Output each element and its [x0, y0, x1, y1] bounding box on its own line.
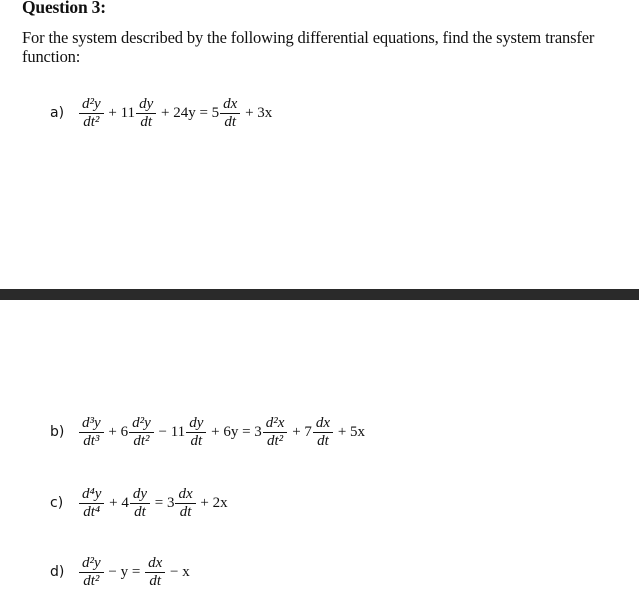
fraction-numerator: dx [220, 96, 240, 114]
derivative-fraction [136, 96, 156, 131]
equation-label: b) [50, 424, 65, 440]
equation-label: d) [50, 564, 65, 580]
equation-term: − y = [104, 563, 145, 580]
fraction-denominator: dt [179, 503, 192, 520]
derivative-fraction [313, 415, 333, 450]
equation-term: + 4 [105, 494, 129, 511]
fraction-denominator: dt³ [83, 432, 100, 449]
fraction-denominator: dt² [133, 432, 150, 449]
fraction-denominator: dt² [83, 572, 100, 589]
fraction-denominator: dt [140, 113, 152, 130]
derivative-fraction [79, 486, 104, 521]
equation-term: + 3x [241, 104, 273, 121]
derivative-fraction [79, 96, 104, 131]
equation-d [50, 550, 190, 594]
equation-expression [78, 555, 190, 590]
fraction-numerator: d²y [79, 96, 104, 114]
equation-label: a) [50, 105, 65, 121]
equation-expression [78, 486, 228, 521]
derivative-fraction [79, 415, 104, 450]
fraction-numerator: d²y [129, 415, 154, 433]
derivative-fraction [186, 415, 206, 450]
fraction-numerator: dx [145, 555, 165, 573]
equation-c [50, 481, 228, 525]
derivative-fraction [79, 555, 104, 590]
equation-term: + 7 [288, 423, 312, 440]
fraction-denominator: dt [190, 432, 203, 449]
fraction-numerator: dx [175, 486, 195, 504]
question-intro: For the system described by the following differential equations, find the system transfer function: [22, 28, 595, 66]
question-heading: Question 3: [22, 0, 106, 17]
derivative-fraction [145, 555, 165, 590]
fraction-denominator: dt² [267, 432, 284, 449]
derivative-fraction [263, 415, 288, 450]
derivative-fraction [220, 96, 240, 131]
equation-term: + 2x [196, 494, 228, 511]
equation-term: + 24y = 5 [157, 104, 220, 121]
equation-term: + 6y = 3 [207, 423, 262, 440]
equation-expression [78, 96, 272, 131]
equation-term: = 3 [151, 494, 175, 511]
derivative-fraction [175, 486, 195, 521]
derivative-fraction [129, 415, 154, 450]
equation-a [50, 91, 272, 135]
equation-b [50, 410, 365, 454]
fraction-denominator: dt [317, 432, 329, 449]
fraction-numerator: dy [130, 486, 150, 504]
equation-term: + 5x [334, 423, 366, 440]
fraction-denominator: dt⁴ [83, 503, 101, 520]
fraction-denominator: dt [149, 572, 161, 589]
equation-term: + 11 [104, 104, 136, 121]
fraction-numerator: dx [313, 415, 333, 433]
fraction-denominator: dt [134, 503, 146, 520]
fraction-numerator: d³y [79, 415, 104, 433]
fraction-numerator: dy [136, 96, 156, 114]
fraction-numerator: dy [186, 415, 206, 433]
equation-expression [78, 415, 365, 450]
derivative-fraction [130, 486, 150, 521]
fraction-numerator: d²x [263, 415, 288, 433]
equation-term: + 6 [104, 423, 129, 440]
fraction-denominator: dt [224, 113, 237, 130]
equation-term: − 11 [154, 423, 186, 440]
page-divider-bar [0, 289, 639, 300]
fraction-denominator: dt² [83, 113, 100, 130]
equation-label: c) [50, 495, 64, 511]
fraction-numerator: d²y [79, 555, 104, 573]
fraction-numerator: d⁴y [79, 486, 104, 504]
equation-term: − x [166, 563, 190, 580]
